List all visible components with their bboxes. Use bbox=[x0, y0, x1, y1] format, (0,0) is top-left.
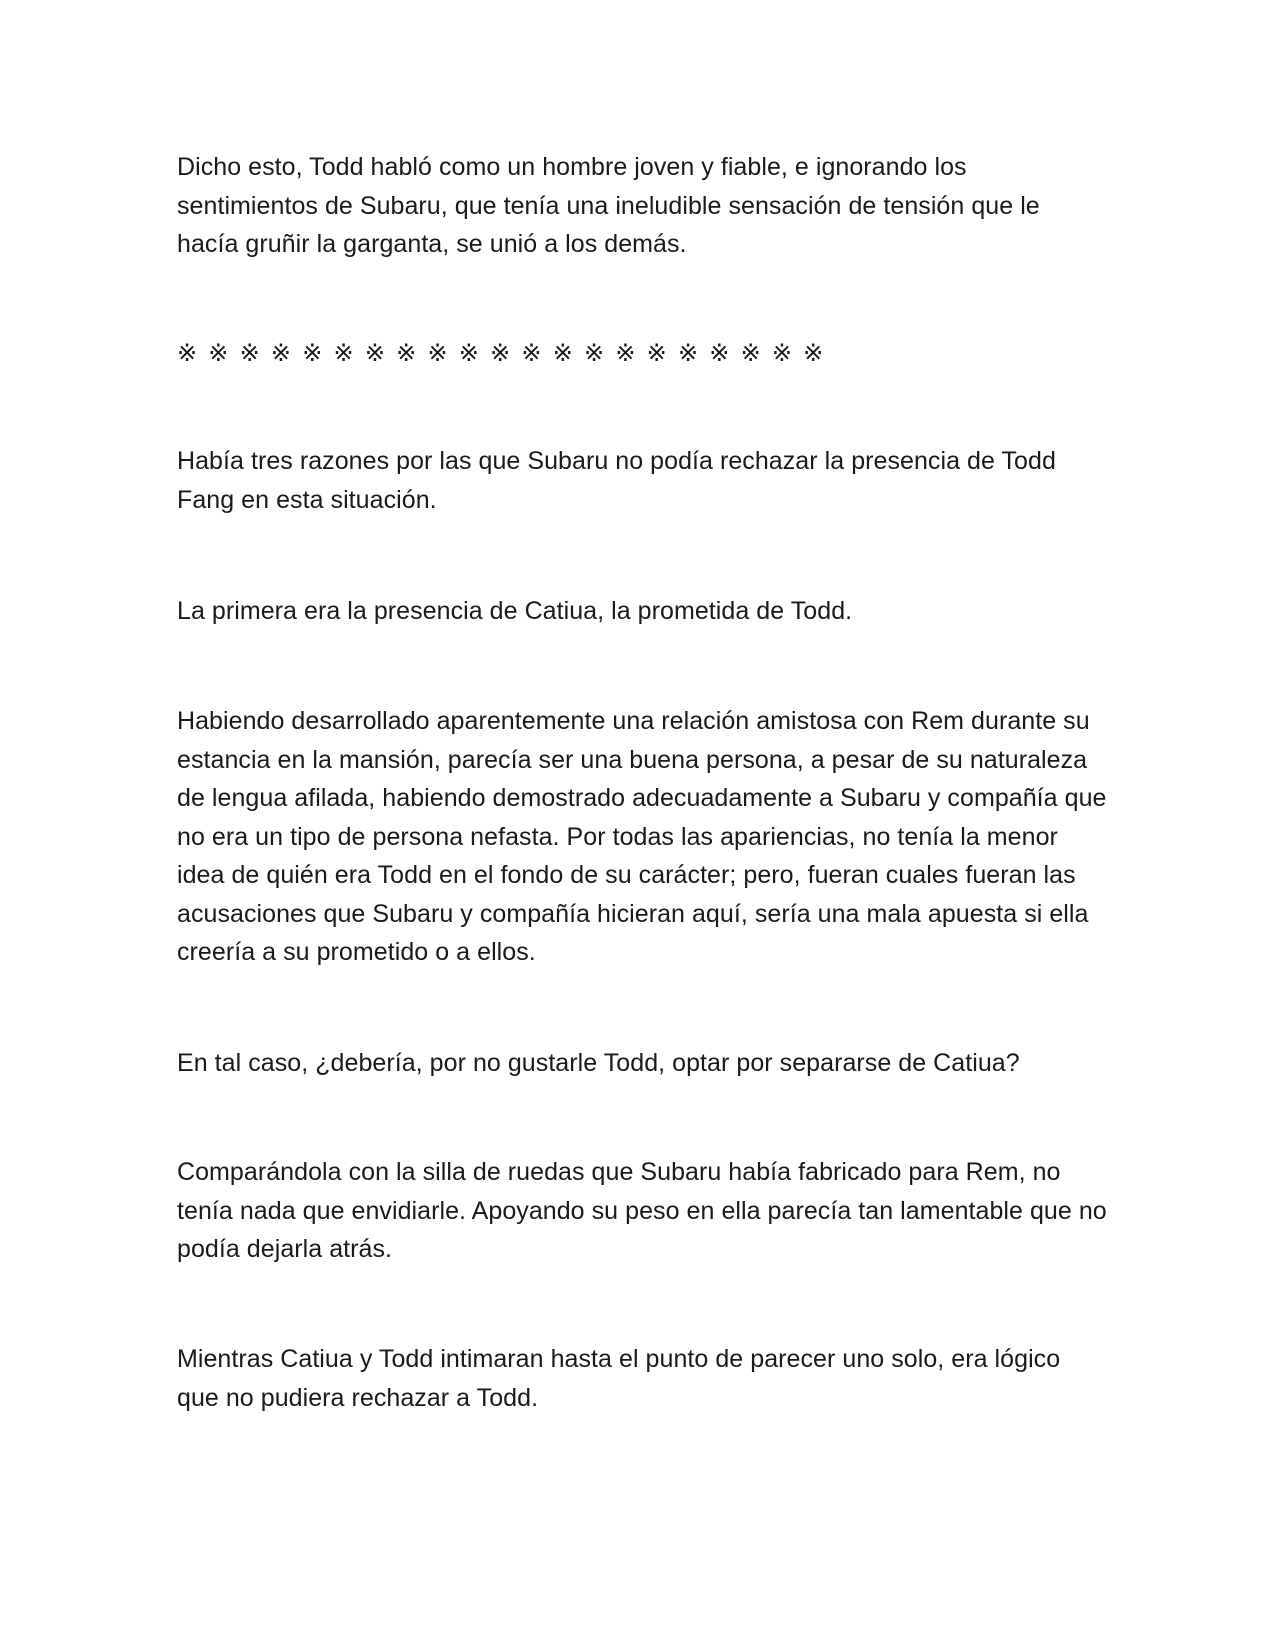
paragraph-4: Habiendo desarrollado aparentemente una relación amistosa con Rem durante su estancia en la mansión, parecía ser una buena persona, a pesar de su naturaleza de lengua afilada, habiendo demostrado adecuadamente a Subaru y compañía que no era un tipo de persona nefasta. Por todas las apariencias, no tenía la menor idea de quién era Todd en el fondo de su carácter; pero, fueran cuales fueran las acusaciones que Subaru y compañía hicieran aquí, sería una mala apuesta si ella creería a su prometido o a ellos. bbox=[177, 707, 1107, 966]
scene-break-divider: ※※※※※※※※※※※※※※※※※※※※※ bbox=[177, 339, 835, 367]
paragraph-3: La primera era la presencia de Catiua, la prometida de Todd. bbox=[177, 597, 853, 625]
paragraph-7: Mientras Catiua y Todd intimaran hasta el punto de parecer uno solo, era lógico que no pudiera rechazar a Todd. bbox=[177, 1345, 1061, 1412]
paragraph-2: Había tres razones por las que Subaru no podía rechazar la presencia de Todd Fang en esta situación. bbox=[177, 447, 1056, 514]
paragraph-6: Comparándola con la silla de ruedas que Subaru había fabricado para Rem, no tenía nada que envidiarle. Apoyando su peso en ella parecía tan lamentable que no podía dejarla atrás. bbox=[177, 1158, 1107, 1263]
paragraph-1: Dicho esto, Todd habló como un hombre joven y fiable, e ignorando los sentimientos de Subaru, que tenía una ineludible sensación de tensión que le hacía gruñir la garganta, se unió a los demás. bbox=[177, 153, 1040, 258]
paragraph-5: En tal caso, ¿debería, por no gustarle Todd, optar por separarse de Catiua? bbox=[177, 1049, 1020, 1077]
